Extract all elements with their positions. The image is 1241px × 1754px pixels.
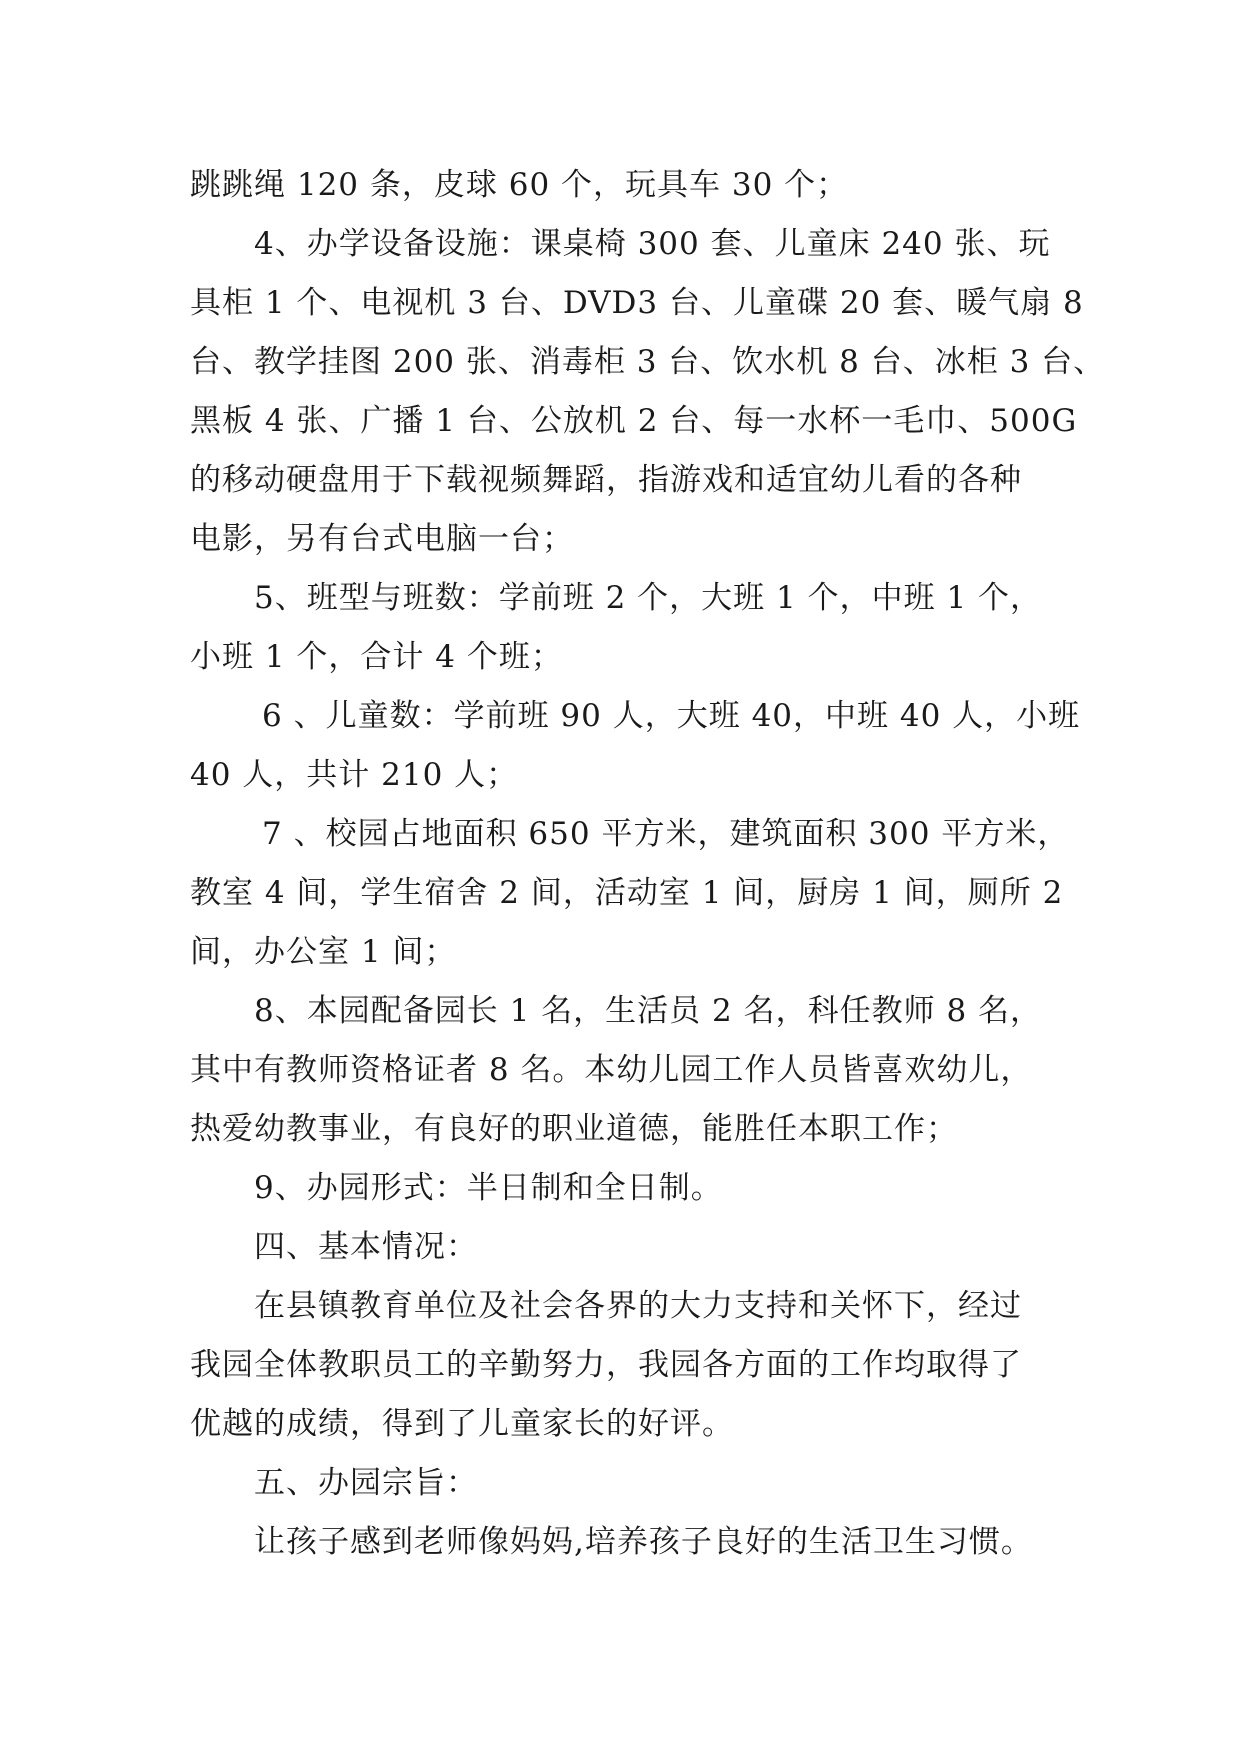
text-line: 7 、校园占地面积 650 平方米，建筑面积 300 平方米， [262, 816, 1070, 852]
text-line: 教室 4 间，学生宿舍 2 间，活动室 1 间，厨房 1 间，厕所 2 [190, 875, 1064, 911]
text-line: 8、本园配备园长 1 名，生活员 2 名，科任教师 8 名， [254, 993, 1043, 1029]
text-line: 其中有教师资格证者 8 名。本幼儿园工作人员皆喜欢幼儿， [190, 1052, 1033, 1088]
text-line: 热爱幼教事业，有良好的职业道德，能胜任本职工作； [190, 1111, 958, 1147]
text-line: 小班 1 个，合计 4 个班； [190, 639, 563, 675]
text-line: 黑板 4 张、广播 1 台、公放机 2 台、每一水杯一毛巾、500G [190, 403, 1078, 439]
document-body [190, 156, 1106, 1572]
section-heading: 五、办园宗旨： [254, 1465, 478, 1501]
text-line: 在县镇教育单位及社会各界的大力支持和关怀下，经过 [254, 1288, 1022, 1324]
text-line: 40 人，共计 210 人； [190, 757, 519, 793]
text-line: 间，办公室 1 间； [190, 934, 457, 970]
section-heading: 四、基本情况： [254, 1229, 478, 1265]
text-line: 6 、儿童数：学前班 90 人，大班 40，中班 40 人，小班 [262, 698, 1081, 734]
text-line: 4、办学设备设施：课桌椅 300 套、儿童床 240 张、玩 [254, 226, 1051, 262]
text-line: 9、办园形式：半日制和全日制。 [254, 1170, 723, 1206]
text-line: 具柜 1 个、电视机 3 台、DVD3 台、儿童碟 20 套、暖气扇 8 [190, 285, 1084, 321]
text-line: 我园全体教职员工的辛勤努力，我园各方面的工作均取得了 [190, 1347, 1022, 1383]
text-line: 电影，另有台式电脑一台； [190, 521, 574, 557]
text-line: 优越的成绩，得到了儿童家长的好评。 [190, 1406, 734, 1442]
text-line: 让孩子感到老师像妈妈,培养孩子良好的生活卫生习惯。 [254, 1524, 1033, 1560]
text-line: 的移动硬盘用于下载视频舞蹈，指游戏和适宜幼儿看的各种 [190, 462, 1022, 498]
text-line: 5、班型与班数：学前班 2 个，大班 1 个，中班 1 个， [254, 580, 1043, 616]
text-line: 台、教学挂图 200 张、消毒柜 3 台、饮水机 8 台、冰柜 3 台、 [190, 344, 1106, 380]
text-line: 跳跳绳 120 条，皮球 60 个，玩具车 30 个； [190, 167, 849, 203]
